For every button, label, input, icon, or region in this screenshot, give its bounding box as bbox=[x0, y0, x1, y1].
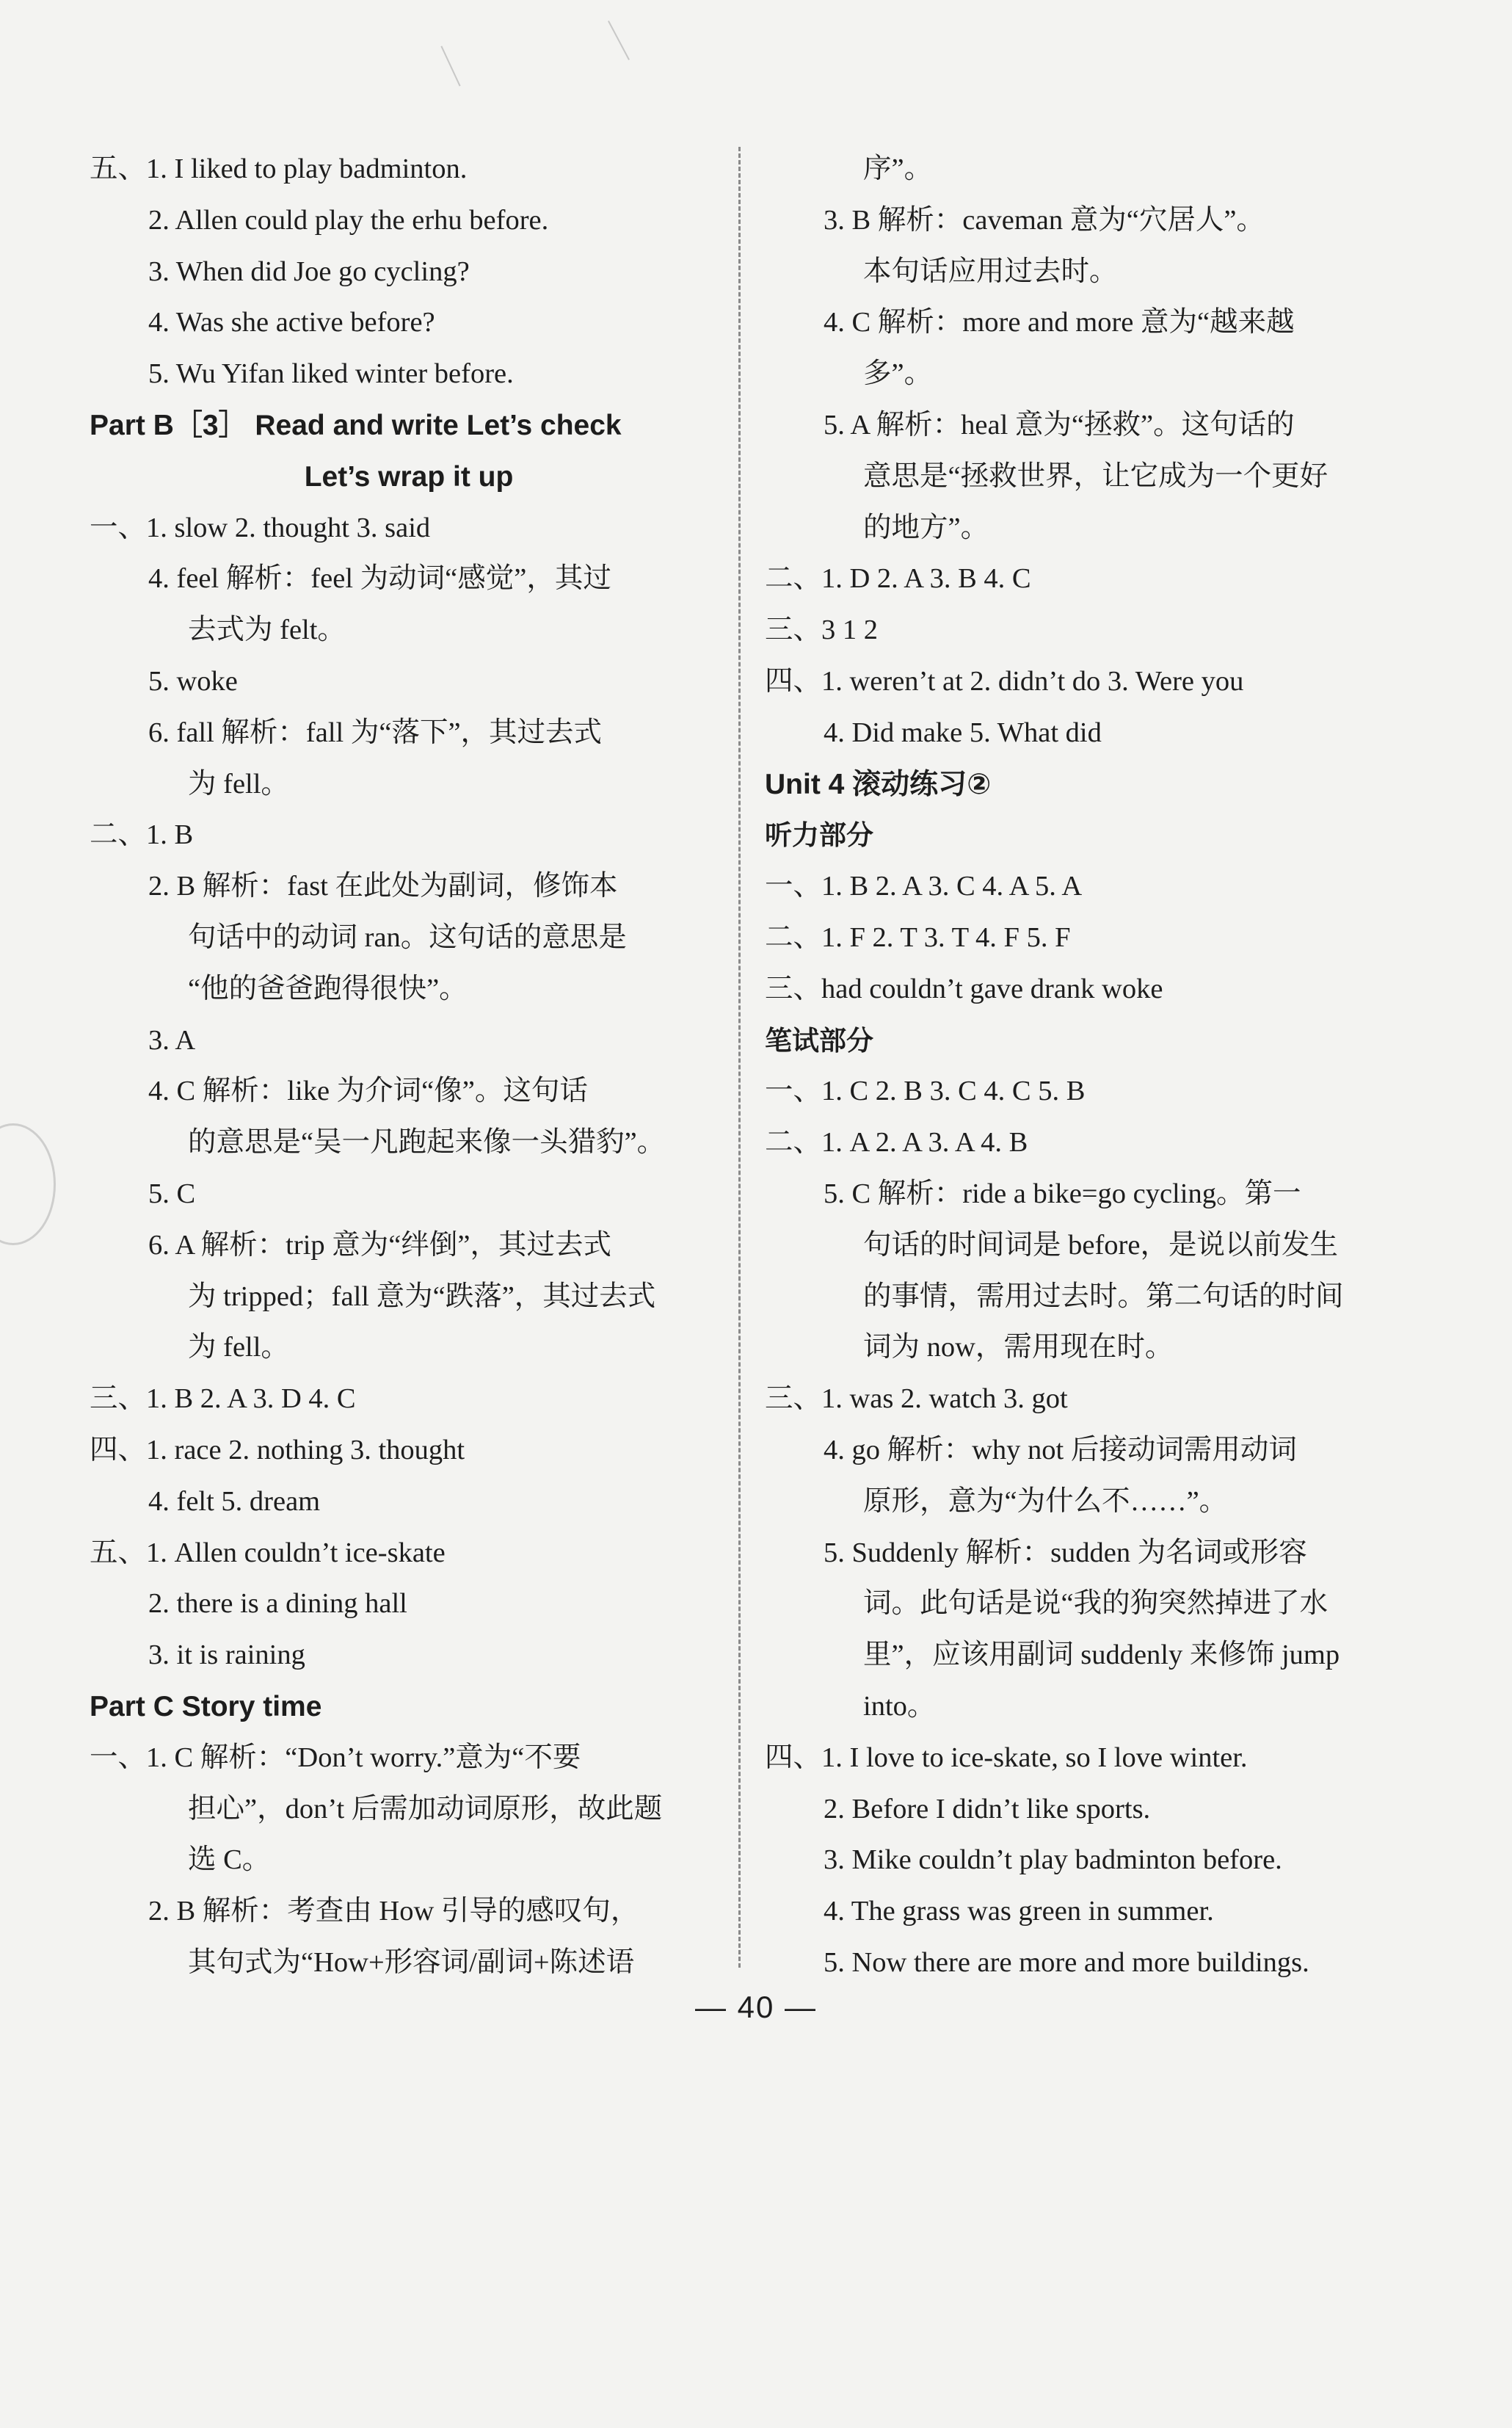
answer-line: 的地方”。 bbox=[863, 512, 989, 543]
answer-line: 序”。 bbox=[863, 153, 933, 184]
answer-line: 3. A bbox=[148, 1024, 196, 1056]
answer-line: 多”。 bbox=[863, 358, 933, 390]
answer-line: 原形，意为“为什么不……”。 bbox=[863, 1485, 1228, 1517]
answer-line: 五、1. I liked to play badminton. bbox=[90, 153, 468, 184]
answer-line: 的意思是“吴一凡跑起来像一头猎豹”。 bbox=[188, 1127, 666, 1159]
answer-line: 里”，应该用副词 suddenly 来修饰 jump bbox=[863, 1639, 1340, 1671]
answer-line: 4. C 解析：more and more 意为“越来越 bbox=[824, 307, 1295, 338]
answer-line: 词。此句话是说“我的狗突然掉进了水 bbox=[863, 1588, 1329, 1620]
seal-stamp bbox=[0, 1123, 56, 1245]
answer-line: 意思是“拯救世界，让它成为一个更好 bbox=[863, 460, 1329, 492]
right-column bbox=[765, 144, 1392, 1989]
answer-line: 5. C 解析：ride a bike=go cycling。第一 bbox=[824, 1178, 1301, 1209]
answer-line: 词为 now，需用现在时。 bbox=[863, 1332, 1174, 1363]
answer-line: 4. feel 解析：feel 为动词“感觉”，其过 bbox=[148, 563, 611, 595]
answer-line: 二、1. D 2. A 3. B 4. C bbox=[765, 563, 1031, 595]
answer-line: 去式为 felt。 bbox=[188, 615, 346, 646]
left-column bbox=[90, 144, 728, 1989]
answer-line: 5. A 解析：heal 意为“拯救”。这句话的 bbox=[824, 409, 1295, 441]
answer-line: “他的爸爸跑得很快”。 bbox=[188, 973, 468, 1004]
answer-line: 本句话应用过去时。 bbox=[863, 256, 1118, 287]
answer-line: 5. C bbox=[148, 1178, 196, 1209]
answer-line: 五、1. Allen couldn’t ice-skate bbox=[90, 1537, 446, 1568]
answer-line: 5. Suddenly 解析：sudden 为名词或形容 bbox=[824, 1537, 1307, 1568]
answer-line: 句话中的动词 ran。这句话的意思是 bbox=[188, 921, 627, 953]
answer-line: 2. B 解析：考查由 How 引导的感叹句， bbox=[148, 1896, 639, 1927]
answer-line: 三、1. B 2. A 3. D 4. C bbox=[90, 1383, 356, 1415]
answer-line: 4. Did make 5. What did bbox=[824, 717, 1102, 748]
answer-line: 二、1. B bbox=[90, 819, 194, 851]
answer-line: 为 fell。 bbox=[188, 768, 289, 800]
page-number: — 40 — bbox=[694, 1990, 818, 2024]
column-divider bbox=[738, 147, 741, 1968]
answer-line: 句话的时间词是 before，是说以前发生 bbox=[863, 1229, 1338, 1261]
section-heading: Part B［3］ Read and write Let’s check bbox=[90, 409, 622, 441]
answer-line: 5. Now there are more and more buildings. bbox=[824, 1946, 1309, 1978]
answer-line: 选 C。 bbox=[188, 1844, 271, 1876]
answer-line: 四、1. I love to ice-skate, so I love winter. bbox=[765, 1742, 1248, 1773]
answer-line: 的事情，需用过去时。第二句话的时间 bbox=[863, 1280, 1344, 1312]
answer-line: 3. Mike couldn’t play badminton before. bbox=[824, 1844, 1282, 1876]
section-heading: Unit 4 滚动练习② bbox=[765, 768, 992, 800]
answer-line: 2. Allen could play the erhu before. bbox=[148, 204, 549, 236]
answer-line: 2. B 解析：fast 在此处为副词，修饰本 bbox=[148, 871, 618, 902]
answer-line: 5. Wu Yifan liked winter before. bbox=[148, 358, 514, 390]
answer-line: 6. A 解析：trip 意为“绊倒”，其过去式 bbox=[148, 1229, 611, 1261]
answer-line: 3. B 解析：caveman 意为“穴居人”。 bbox=[824, 204, 1265, 236]
answer-line: 4. go 解析：why not 后接动词需用动词 bbox=[824, 1434, 1297, 1465]
answer-line: 三、3 1 2 bbox=[765, 615, 879, 646]
answer-line: 四、1. race 2. nothing 3. thought bbox=[90, 1434, 465, 1465]
answer-line: 三、had couldn’t gave drank woke bbox=[765, 973, 1163, 1004]
answer-line: 4. felt 5. dream bbox=[148, 1485, 321, 1517]
answer-line: 4. The grass was green in summer. bbox=[824, 1896, 1214, 1927]
answer-line: 3. When did Joe go cycling? bbox=[148, 256, 470, 287]
answer-line: 一、1. B 2. A 3. C 4. A 5. A bbox=[765, 871, 1083, 902]
section-heading: 笔试部分 bbox=[765, 1024, 873, 1057]
answer-line: 4. C 解析：like 为介词“像”。这句话 bbox=[148, 1076, 588, 1107]
answer-line: 一、1. C 解析：“Don’t worry.”意为“不要 bbox=[90, 1742, 581, 1773]
answer-line: 其句式为“How+形容词/副词+陈述语 bbox=[188, 1946, 635, 1978]
section-heading: Let’s wrap it up bbox=[304, 460, 514, 493]
answer-line: 二、1. F 2. T 3. T 4. F 5. F bbox=[765, 921, 1071, 953]
answer-line: 二、1. A 2. A 3. A 4. B bbox=[765, 1127, 1028, 1159]
answer-line: 为 fell。 bbox=[188, 1332, 289, 1363]
answer-line: 四、1. weren’t at 2. didn’t do 3. Were you bbox=[765, 665, 1244, 697]
answer-line: 6. fall 解析：fall 为“落下”，其过去式 bbox=[148, 717, 603, 748]
scan-mark bbox=[440, 46, 460, 86]
answer-line: 2. Before I didn’t like sports. bbox=[824, 1793, 1151, 1824]
section-heading: 听力部分 bbox=[765, 819, 873, 852]
section-heading: Part C Story time bbox=[90, 1690, 322, 1722]
answer-line: 担心”，don’t 后需加动词原形，故此题 bbox=[188, 1793, 663, 1824]
answer-line: 一、1. C 2. B 3. C 4. C 5. B bbox=[765, 1076, 1086, 1107]
answer-line: 4. Was she active before? bbox=[148, 307, 435, 338]
scan-mark bbox=[608, 21, 630, 60]
answer-line: 3. it is raining bbox=[148, 1639, 305, 1671]
answer-line: 三、1. was 2. watch 3. got bbox=[765, 1383, 1068, 1415]
answer-line: 一、1. slow 2. thought 3. said bbox=[90, 512, 431, 543]
answer-line: 5. woke bbox=[148, 665, 238, 697]
answer-line: 为 tripped；fall 意为“跌落”，其过去式 bbox=[188, 1280, 656, 1312]
answer-line: 2. there is a dining hall bbox=[148, 1588, 407, 1620]
answer-line: into。 bbox=[863, 1690, 936, 1722]
